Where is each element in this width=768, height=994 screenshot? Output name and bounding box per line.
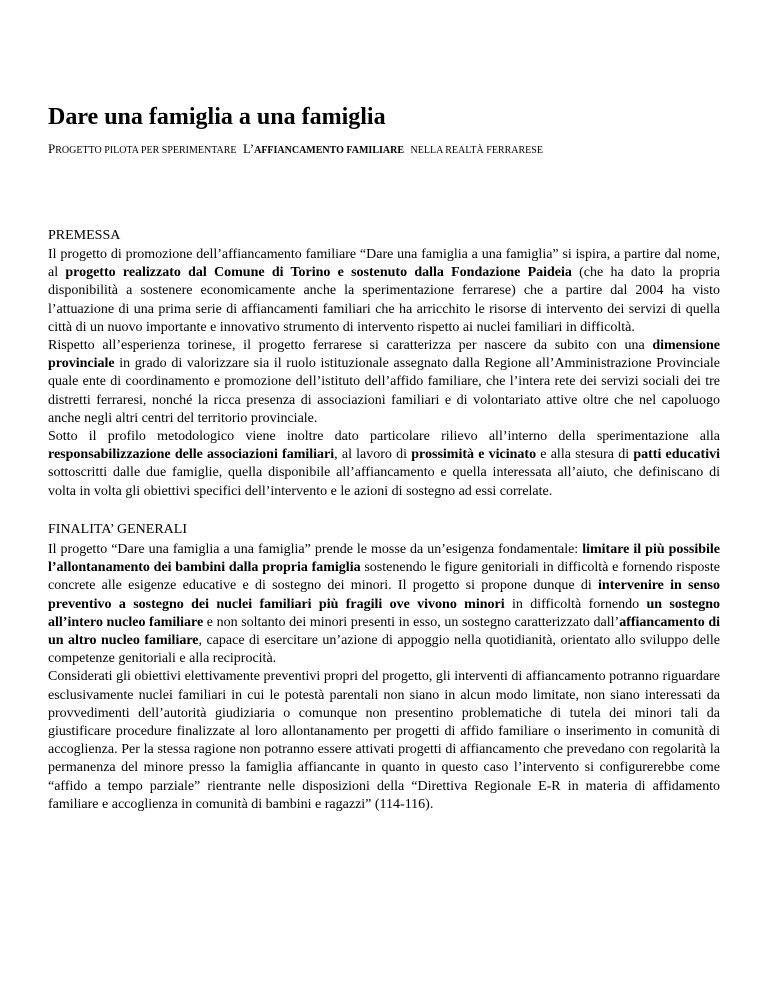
paragraph	[48, 668, 720, 814]
section-heading-premessa: PREMESSA	[48, 228, 121, 243]
bold-run: progetto realizzato dal Comune di Torino e sostenuto dalla Fondazione Paideia	[65, 265, 572, 281]
paragraph	[48, 541, 720, 668]
text-run: e alla stesura di	[536, 447, 634, 463]
bold-run: intervenire in senso preventivo a sostegno dei nuclei familiari più fragili ove vivono minori	[48, 578, 720, 612]
text-run: sottoscritti dalle due famiglie, quella disponibile all’affiancamento e quella interessata all’aiuto, che definiscano di volta in volta gli obiettivi specifici dell’intervento e le azioni di sostegno ad essi correlate.	[48, 465, 720, 499]
bold-run: limitare il più possibile l’allontanamento dei bambini dalla propria famiglia	[48, 542, 720, 576]
text-run: Considerati gli obiettivi elettivamente preventivi propri del progetto, gli interventi di affiancamento potranno riguardare esclusivamente nuclei familiari in cui le potestà parentali non siano in alcun modo limitate, non siano interessati da provvedimenti dell’autorità giudiziaria o comunque non presentino problematiche di tutela dei minori tali da giustificare procedure finalizzate al loro allontanamento per progetti di affido familiare o inserimento in comunità di accoglienza. Per la stessa ragione non potranno essere attivati progetti di affiancamento che prevedano con regolarità la permanenza del minore presso la famiglia affiancante in quanto in questo caso l’intervento si configurerebbe come “affido a tempo parziale” rientrante nelle disposizioni della “Direttiva Regionale E-R in materia di affidamento familiare e accoglienza in comunità di bambini e ragazzi” (114-116).	[48, 669, 720, 812]
text-run: Il progetto “Dare una famiglia a una famiglia” prende le mosse da un’esigenza fondamentale:	[48, 542, 583, 557]
text-run: Sotto il profilo metodologico viene inoltre dato particolare rilievo all’interno della sperimentazione alla	[48, 429, 720, 445]
bold-run: un sostegno all’intero nucleo familiare	[48, 596, 720, 630]
section-body-finalita	[48, 541, 720, 814]
bold-run: responsabilizzazione delle associazioni familiari	[48, 447, 335, 463]
text-run: (che ha dato la propria disponibilità a sostenere economicamente anche la sperimentazione ferrarese) che a partire dal 2004 ha visto l’attuazione di una prima serie di affiancamenti familiari che ha arricchito le risorse di intervento dei servizi di quella città di un nuovo importante e innovativo strumento di intervento rispetto ai nuclei familiari in difficoltà.	[48, 265, 720, 335]
text-run: , capace di esercitare un’azione di appoggio nella quotidianità, orientato allo sviluppo delle competenze genitoriali e alla reciprocità.	[48, 633, 720, 667]
paragraph	[48, 246, 720, 337]
text-run: e non soltanto dei minori presenti in esso, un sostegno caratterizzato dall’	[203, 614, 620, 630]
document-subtitle	[48, 141, 543, 159]
bold-run: patti educativi	[633, 447, 720, 463]
text-run: sostenendo le figure genitoriali in difficoltà e fornendo risposte concrete alle esigenze educative e di sostegno dei minori. Il progetto si propone dunque di	[48, 560, 720, 594]
bold-run: dimensione provinciale	[48, 338, 720, 372]
text-run: , al lavoro di	[334, 447, 412, 463]
paragraph	[48, 337, 720, 428]
subtitle-emphasis: AFFIANCAMENTO FAMILIARE	[254, 145, 405, 156]
text-run: Rispetto all’esperienza torinese, il progetto ferrarese si caratterizza per nascere da subito con una	[48, 338, 653, 354]
text-run: in grado di valorizzare sia il ruolo istituzionale assegnato dalla Regione all’Amministrazione Provinciale quale ente di coordinamento e promozione dell’istituto dell’affido familiare, che l’intera rete dei servizi sociali dei tre distretti ferraresi, nonché la ricca presenza di associazioni familiari e di volontariato attive oltre che nel capoluogo anche negli altri centri del territorio provinciale.	[48, 356, 720, 426]
subtitle-part-4: NELLA REALTÀ FERRARESE	[410, 145, 543, 156]
section-heading-finalita: FINALITA’ GENERALI	[48, 522, 187, 537]
paragraph	[48, 428, 720, 501]
subtitle-part-1: ROGETTO PILOTA PER SPERIMENTARE	[55, 145, 237, 156]
section-body-premessa	[48, 246, 720, 501]
document-title: Dare una famiglia a una famiglia	[48, 104, 386, 130]
subtitle-initial: P	[48, 141, 56, 156]
text-run: Il progetto di promozione dell’affiancamento familiare “Dare una famiglia a una famiglia” si ispira, a partire dal nome, al	[48, 247, 720, 281]
text-run: in difficoltà fornendo	[504, 596, 647, 612]
bold-run: affiancamento di un altro nucleo familiare	[48, 614, 720, 649]
bold-run: prossimità e vicinato	[411, 447, 537, 463]
subtitle-part-2: L’	[243, 141, 255, 156]
